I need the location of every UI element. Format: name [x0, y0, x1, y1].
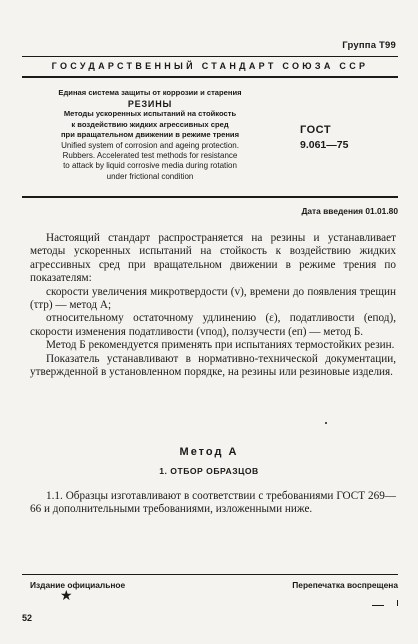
star-icon: ★	[60, 589, 73, 604]
reprint-prohibited: Перепечатка воспрещена	[292, 580, 398, 590]
body-paragraph-documentation: Показатель устанавливают в нормативно-технической документации, утвержденной в установленном порядке, на резины или резиновые изделия.	[30, 352, 396, 379]
title-line-media: к воздействию жидких агрессивных сред	[71, 119, 229, 129]
group-code: Группа Т99	[342, 40, 396, 51]
footer-rule	[22, 574, 398, 575]
scan-speck	[372, 605, 384, 606]
title-line-rubbers: РЕЗИНЫ	[127, 98, 173, 109]
gost-designation	[300, 124, 348, 151]
clause-text: 1.1. Образцы изготавливают в соответствии с требованиями ГОСТ 269—66 и дополнительными требованиями, изложенными ниже.	[30, 490, 396, 516]
title-line-rotation: при вращательном движении в режиме трения	[60, 130, 240, 140]
official-edition: Издание официальное	[30, 580, 126, 590]
body-paragraph-method-b: относительному остаточному удлинению (ε), податливости (eпод), скорости изменения податливости (vпод), ползучести (eп) — метод Б.	[30, 312, 396, 338]
title-rule	[22, 196, 398, 198]
scan-speck	[397, 600, 398, 606]
gost-label: ГОСТ	[300, 124, 332, 136]
title-line-system: Единая система защиты от коррозии и старения	[58, 88, 242, 97]
title-en-line2: Rubbers. Accelerated test methods for resistance	[62, 151, 238, 161]
title-block	[30, 88, 270, 182]
method-title: Метод А	[179, 446, 239, 458]
gost-number: 9.061—75	[300, 139, 349, 151]
page-number: 52	[22, 613, 33, 623]
title-line-methods: Методы ускоренных испытаний на стойкость	[63, 109, 237, 119]
header-rule-bottom	[22, 76, 398, 78]
body-paragraph-recommendation: Метод Б рекомендуется применять при испытаниях термостойких резин.	[46, 339, 395, 352]
header-rule-top	[22, 56, 398, 57]
body-paragraph-method-a: скорости увеличения микротвердости (v), времени до появления трещин (τтр) — метод А;	[30, 285, 396, 312]
scan-speck	[325, 422, 327, 424]
body-text	[30, 232, 396, 379]
title-en-line4: under frictional condition	[106, 171, 194, 181]
title-en-line1: Unified system of corrosion and ageing protection.	[61, 140, 239, 150]
standard-header: ГОСУДАРСТВЕННЫЙ СТАНДАРТ СОЮЗА ССР	[51, 61, 369, 71]
clause-1-1	[30, 490, 396, 517]
title-en-line3: to attack by liquid corrosive media during rotation	[63, 161, 237, 171]
body-paragraph-scope: Настоящий стандарт распространяется на резины и устанавливает методы ускоренных испытаний на стойкость к воздействию жидких агрессивных сред при вращательном движении в режиме трения по показателям:	[30, 232, 396, 285]
intro-date: Дата введения 01.01.80	[301, 206, 398, 216]
section-title: 1. ОТБОР ОБРАЗЦОВ	[159, 466, 259, 476]
